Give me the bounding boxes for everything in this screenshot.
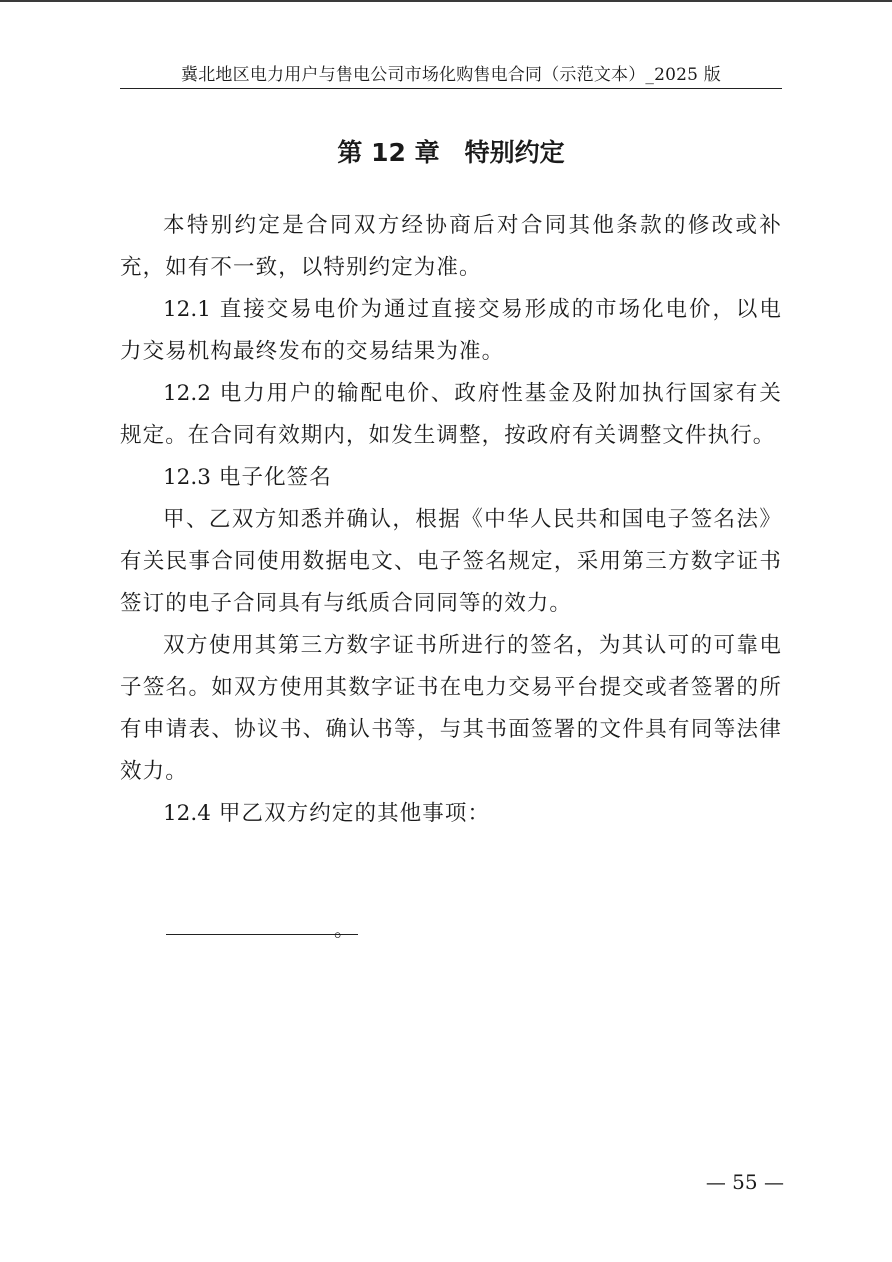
clause-number: 12.4 bbox=[163, 801, 211, 826]
scan-top-edge bbox=[0, 0, 892, 2]
clause-text: 电力用户的输配电价、政府性基金及附加执行国家有关规定。在合同有效期内，如发生调整，按政府有关调整文件执行。 bbox=[120, 381, 782, 448]
header-rule bbox=[120, 88, 782, 89]
clause-text: 电子化签名 bbox=[218, 465, 332, 490]
clause-12-2 bbox=[120, 373, 782, 457]
intro-paragraph: 本特别约定是合同双方经协商后对合同其他条款的修改或补充，如有不一致，以特别约定为准。 bbox=[120, 213, 782, 280]
chapter-body bbox=[120, 205, 782, 835]
clause-12-1 bbox=[120, 289, 782, 373]
blank-end-mark: 。 bbox=[334, 917, 354, 941]
clause-12-4 bbox=[120, 793, 782, 835]
clause-text: 直接交易电价为通过直接交易形成的市场化电价，以电力交易机构最终发布的交易结果为准。 bbox=[120, 297, 782, 364]
clause-text: 甲乙双方约定的其他事项： bbox=[218, 801, 491, 826]
fill-in-blank-line bbox=[166, 912, 358, 941]
clause-number: 12.3 bbox=[163, 465, 211, 490]
page-number: — 55 — bbox=[705, 1170, 784, 1194]
chapter-title: 第 12 章 特别约定 bbox=[337, 138, 565, 167]
clause-number: 12.1 bbox=[163, 297, 211, 322]
running-header: 冀北地区电力用户与售电公司市场化购售电合同（示范文本）_2025 版 bbox=[181, 65, 721, 85]
esign-paragraph-1: 甲、乙双方知悉并确认，根据《中华人民共和国电子签名法》有关民事合同使用数据电文、电子签名规定，采用第三方数字证书签订的电子合同具有与纸质合同同等的效力。 bbox=[120, 507, 782, 616]
clause-12-3 bbox=[120, 457, 782, 499]
esign-paragraph-2: 双方使用其第三方数字证书所进行的签名，为其认可的可靠电子签名。如双方使用其数字证书在电力交易平台提交或者签署的所有申请表、协议书、确认书等，与其书面签署的文件具有同等法律效力。 bbox=[120, 633, 782, 784]
clause-number: 12.2 bbox=[163, 381, 211, 406]
